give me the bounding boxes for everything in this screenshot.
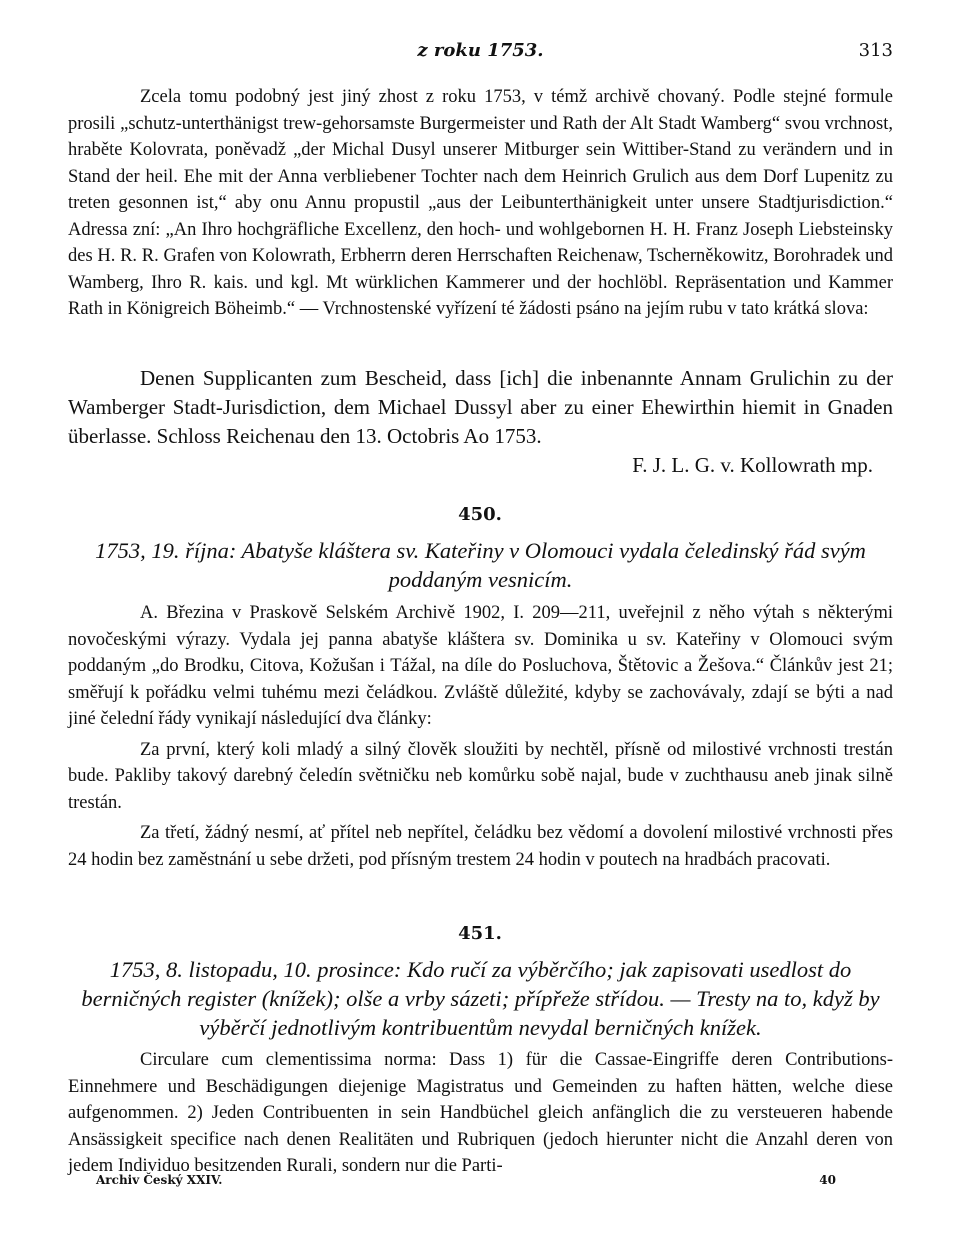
document-number-451: 451. (458, 923, 502, 944)
running-title: z roku 1753. (417, 40, 544, 61)
document-451-body (68, 1047, 893, 1180)
sheet-number: 40 (819, 1173, 836, 1187)
article-3: Za třetí, žádný nesmí, ať přítel neb nepřítel, čeládku bez vědomí a dovolení milostivé vrchnosti přes 24 hodin bez zaměstnání u sebe držeti, pod přísným trestem 24 hodin v poutech na hradbách pracovati. (68, 823, 893, 870)
regest-450: 1753, 19. října: Abatyše kláštera sv. Kateřiny v Olomouci vydala čeledinský řád svým poddaným vesnicím. (95, 538, 866, 592)
page-number: 313 (858, 40, 893, 61)
quoted-decision: Denen Supplicanten zum Bescheid, dass [ich] die inbenannte Annam Grulichin zu der Wamberger Stadt-Jurisdiction, dem Michael Dussyl aber zu einer Ehewirthin hiemit in Gnaden überlasse. Schloss Reichenau den 13. Octobris Ao 1753. (68, 366, 893, 448)
paragraph-451: Circulare cum clementissima norma: Dass 1) für die Cassae-Eingriffe deren Contributions-Einnehmere und Beschädigungen diejenige Magistratus und Gemeinden zu haften hätten, welche diese aufgenommen. 2) Jeden Contribuenten in sein Handbüchel gleich anfänglich die zu versteueren habende Ansässigkeit specifice nach denen Realitäten und Rubriquen (jedoch hierunter nicht die Anzahl deren von jedem Individuo besitzenden Rurali, sondern nur die Parti- (68, 1050, 893, 1176)
document-450-body (68, 600, 893, 873)
article-1: Za první, který koli mladý a silný člověk sloužiti by nechtěl, přísně od milostivé vrchnosti trestán bude. Pakliby takový darebný čeledín světničku neb komůrku sobě najal, bude v zuchthausu aneb jinak silně trestán. (68, 739, 893, 813)
signature-mark: Archiv Český XXIV. (96, 1173, 223, 1187)
intro-block (68, 84, 893, 323)
paragraph-450: A. Březina v Praskově Selském Archivě 1902, I. 209—211, uveřejnil z něho výtah s některými novočeskými výrazy. Vydala jej panna abatyše kláštera sv. Dominika u sv. Kateřiny v Olomouci svým poddaným „do Brodku, Citova, Kožušan i Tážal, na díle do Posluchova, Štětovic a Žešova.“ Článkův jest 21; směřují k pořádku velmi tuhému mezi čeládkou. Zvláště důležité, kdyby se zachovávaly, zdají se býti a nad jiné čelední řády vynikají následující dva články: (68, 603, 893, 729)
quote-block (68, 364, 893, 480)
page-header (68, 40, 893, 68)
signature-line: F. J. L. G. v. Kollowrath mp. (632, 453, 873, 477)
document-number-450: 450. (458, 504, 502, 525)
regest-451: 1753, 8. listopadu, 10. prosince: Kdo ručí za výběrčího; jak zapisovati usedlost do berničných register (knížek); olše a vrby sázeti; přípřeže střídou. — Tresty na to, když by výběrčí jednotlivým kontribuentům nevydal berničných knížek. (81, 957, 880, 1040)
page-footer (96, 1173, 836, 1195)
paragraph-intro: Zcela tomu podobný jest jiný zhost z roku 1753, v témž archivě chovaný. Podle stejné formule prosili „schutz-unterthänigst trew-gehorsamste Burgermeister und Rath der Alt Stadt Wamberg“ svou vrchnost, hraběte Kolovrata, poněvadž „der Michal Dusyl unserer Mitburger sein Wittiber-Stand zu verändern und in Stand der heil. Ehe mit der Anna verbliebener Tochter nach dem Heinrich Grulich aus dem Dorf Lupenitz zu treten gesonnen ist,“ aby onu Annu propustil „aus der Leibunterthänigkeit unter unsere Stadtjurisdiction.“ Adressa zní: „An Ihro hochgräfliche Excellenz, den hoch- und wohlgebornen H. H. Franz Joseph Liebsteinsky des H. R. R. Grafen von Kolowrath, Erbherrn deren Herrschaften Reichenaw, Tscherněkowitz, Borohradek und Wamberg, Ihro R. kais. und kgl. Mt würklichen Kammerer und der hochlöbl. Repräsentation und Kammer Rath in Königreich Böheimb.“ — Vrchnostenské vyřízení té žádosti psáno na jejím rubu v tato krátká slova: (68, 87, 893, 319)
